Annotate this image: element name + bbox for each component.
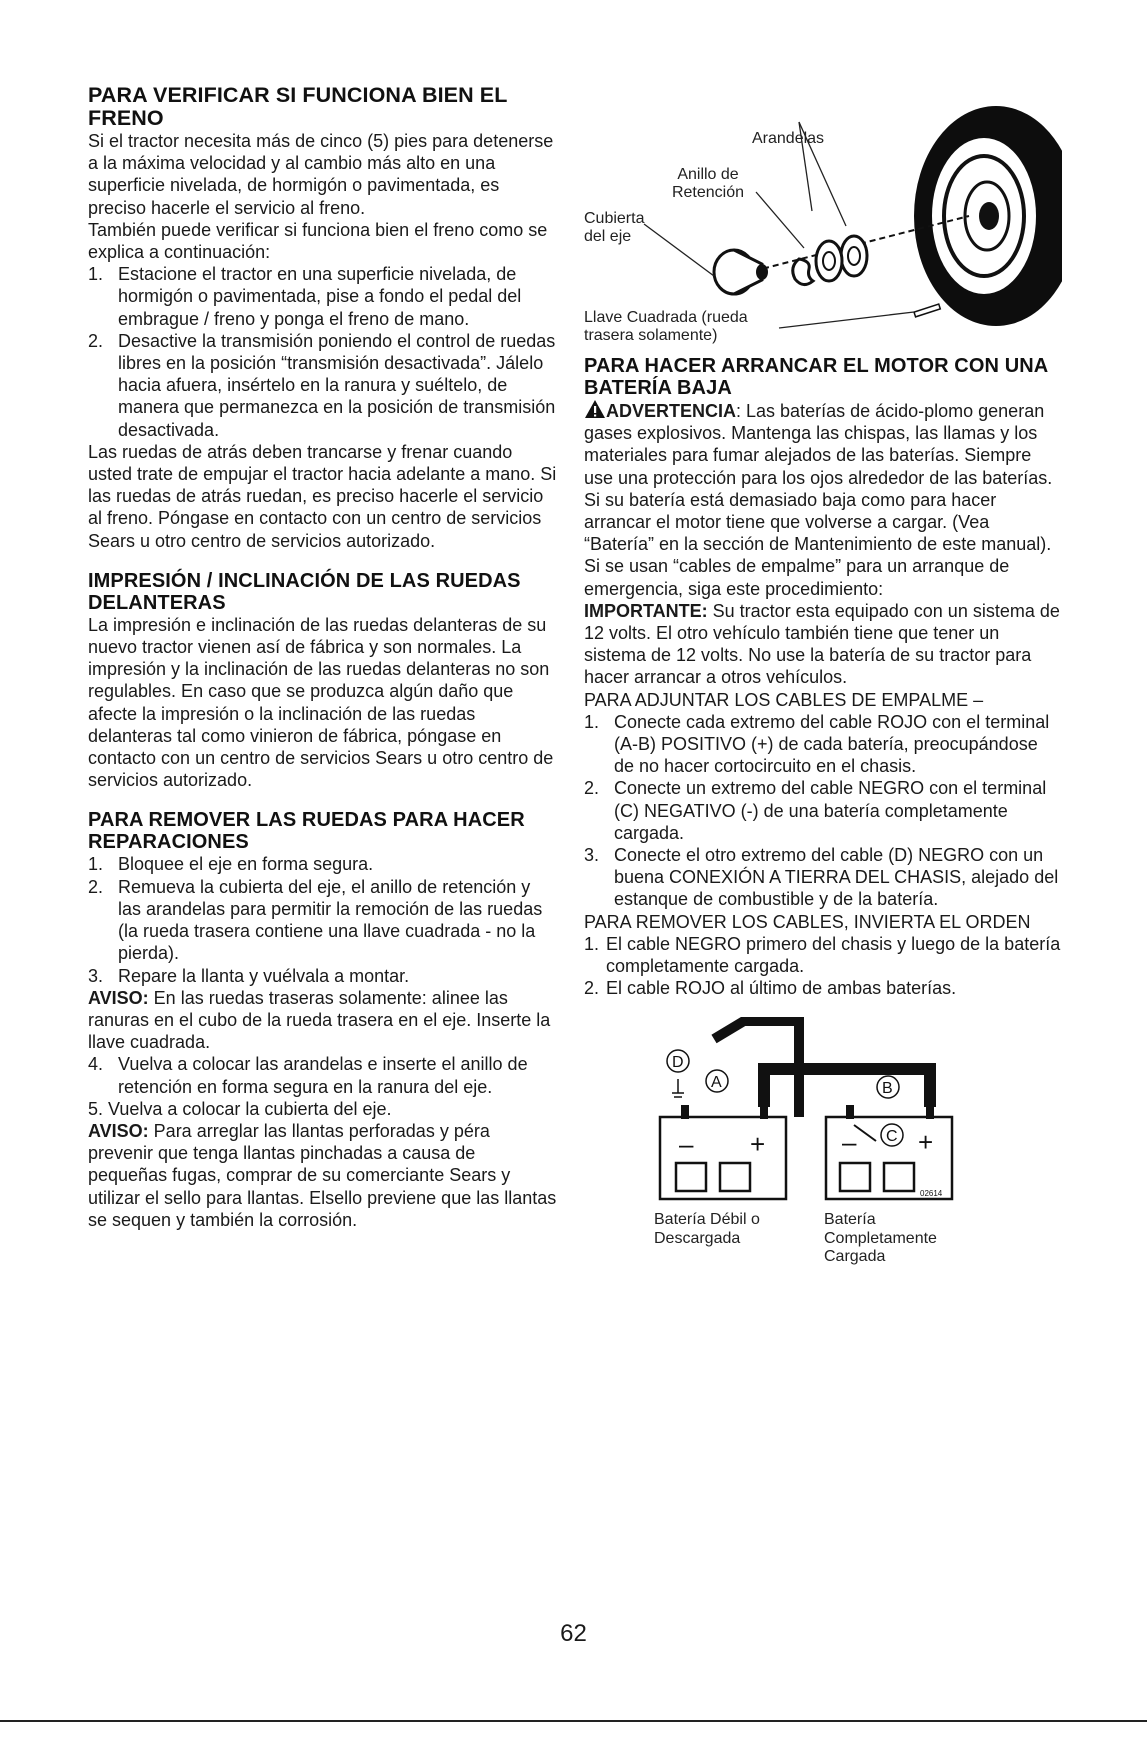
black-cable	[714, 1021, 799, 1069]
aviso-label: AVISO:	[88, 1120, 149, 1141]
remove-steps-list	[584, 933, 1062, 1000]
brake-paragraph-3: Las ruedas de atrás deben trancarse y frenar cuando usted trate de empujar el tractor hacia adelante a mano. Si las ruedas de atrás ruedan, es preciso hacerle el servicio al freno. Póngase en contacto con un centro de servicios Sears u otro centro de servicios autorizado.	[88, 441, 557, 551]
brake-paragraph-1: Si el tractor necesita más de cinco (5) pies para detenerse a la máxima velocidad y al cambio más alto en una superficie nivelada, de hormigón o pavimentada, es preciso hacerle el servicio al freno.	[88, 131, 554, 218]
attach-title: PARA ADJUNTAR LOS CABLES DE EMPALME –	[584, 689, 984, 710]
list-number: 2.	[584, 778, 600, 799]
list-text: Estacione el tractor en una superficie nivelada, de hormigón o pavimentada, pise a fondo el pedal del embrague / freno y ponga el freno de mano.	[118, 264, 522, 329]
toe-paragraph: La impresión e inclinación de las ruedas delanteras de su nuevo tractor vienen así de fábrica y son normales. La impresión y la inclinación de las ruedas delanteras no son regulables. En caso que se produzca algún daño que afecte la impresión o la inclinación de las ruedas delanteras tal como vinieron de fábrica, póngase en contacto con un centro de servicios Sears u otro centro de servicios autorizado.	[88, 614, 554, 791]
list-item	[88, 263, 558, 330]
label-c: C	[886, 1128, 898, 1146]
list-number: 1.	[584, 933, 600, 954]
brake-steps-list	[88, 263, 558, 441]
list-number: 3.	[584, 845, 600, 866]
bottom-rule	[0, 1720, 1147, 1722]
remove-title: PARA REMOVER LOS CABLES, INVIERTA EL ORDEN	[584, 911, 1031, 932]
aviso-paragraph-2	[88, 1120, 558, 1231]
toe-section-title: IMPRESIÓN / INCLINACIÓN DE LAS RUEDAS DELANTERAS	[88, 569, 521, 614]
list-item	[88, 965, 558, 987]
list-text: Conecte cada extremo del cable ROJO con el terminal (A-B) POSITIVO (+) de cada batería, preocupándose de no hacer cortocircuito en el chasis.	[614, 711, 1050, 777]
attach-steps-list	[584, 711, 1062, 911]
list-number: 1.	[584, 711, 600, 732]
list-number: 2.	[584, 978, 600, 999]
aviso-text: Para arreglar las llantas perforadas y péra prevenir que tenga llantas pinchadas a causa de pequeñas fugas, comprar de su comerciante Sears y utilizar el sello para llantas. Elsello previene que las llantas se sequen y también la corrosión.	[88, 1120, 557, 1230]
jump-paragraph: Si se usan “cables de empalme” para un arranque de emergencia, siga este procedimiento:	[584, 556, 1010, 599]
list-number: 1.	[88, 264, 104, 285]
list-text: Desactive la transmisión poniendo el control de ruedas libres en la posición “transmisión desactivada”. Jálelo hacia afuera, insértelo en la ranura y suéltelo, de manera que permanezca en la posición de transmisión desactivada.	[118, 330, 556, 440]
svg-text:+: +	[918, 1127, 934, 1158]
battery-figure	[584, 1017, 1062, 1266]
aviso-text: En las ruedas traseras solamente: alinee las ranuras en el cubo de la rueda trasera en el eje. Inserte la llave cuadrada.	[88, 987, 551, 1053]
list-text: Conecte el otro extremo del cable (D) NEGRO con un buena CONEXIÓN A TIERRA DEL CHASIS, alejado del estanque de combustible y de la batería.	[614, 845, 1059, 910]
figure-code: 02614	[920, 1189, 943, 1199]
list-number: 2.	[88, 330, 104, 351]
label-anillo: Anillo de Retención	[671, 166, 745, 201]
list-text: El cable ROJO al último de ambas baterías.	[606, 978, 957, 999]
right-column	[584, 76, 1062, 1266]
list-text: Conecte un extremo del cable NEGRO con el terminal (C) NEGATIVO (-) de una batería completamente cargada.	[614, 778, 1047, 843]
wheel-section-title: PARA REMOVER LAS RUEDAS PARA HACER REPARACIONES	[88, 809, 525, 854]
list-number: 2.	[88, 876, 104, 897]
label-cubierta: Cubierta del eje	[584, 210, 645, 245]
label-d: D	[672, 1054, 684, 1072]
wheel-steps-list-b	[88, 1053, 558, 1097]
aviso-label: AVISO:	[88, 987, 149, 1008]
list-text: Bloquee el eje en forma segura.	[118, 854, 374, 875]
brake-section-title: PARA VERIFICAR SI FUNCIONA BIEN EL FRENO	[88, 83, 508, 130]
list-number: 1.	[88, 854, 104, 875]
warning-text: : Las baterías de ácido-plomo generan gases explosivos. Mantenga las chispas, las llamas y los materiales para fumar alejados de las baterías. Siempre use una protección para los ojos alrededor de las baterías. Si su batería está demasiado baja como para hacer arrancar el motor tiene que volverse a cargar. (Vea “Batería” en la sección de Mantenimiento de este manual).	[584, 401, 1053, 555]
list-item	[88, 853, 558, 875]
svg-text:–: –	[842, 1127, 857, 1158]
red-cable	[764, 1069, 930, 1107]
battery-section-title: PARA HACER ARRANCAR EL MOTOR CON UNA BATERÍA BAJA	[584, 355, 1048, 399]
label-llave: Llave Cuadrada (rueda trasera solamente)	[584, 309, 748, 344]
list-item	[584, 777, 1062, 844]
caption-weak-battery: Batería Débil o Descargada	[654, 1211, 760, 1247]
important-paragraph	[584, 600, 1062, 689]
list-item	[88, 876, 558, 965]
list-number: 4.	[88, 1054, 104, 1075]
list-item	[88, 1053, 558, 1097]
label-b: B	[882, 1080, 893, 1098]
list-item	[584, 977, 1062, 999]
list-text: Repare la llanta y vuélvala a montar.	[118, 965, 410, 986]
warning-label: ADVERTENCIA	[606, 401, 737, 421]
list-item	[584, 711, 1062, 778]
svg-text:–: –	[679, 1129, 694, 1160]
battery-diagram	[584, 1017, 1062, 1217]
wheel-figure	[584, 76, 1062, 351]
warning-icon	[584, 399, 606, 419]
list-text: El cable NEGRO primero del chasis y luego de la batería completamente cargada.	[606, 933, 1061, 977]
label-a: A	[711, 1074, 722, 1092]
wheel-steps-list	[88, 853, 558, 986]
brake-paragraph-2: También puede verificar si funciona bien el freno como se explica a continuación:	[88, 219, 548, 263]
list-number: 3.	[88, 965, 104, 986]
caption-charged-battery: Batería Completamente Cargada	[824, 1211, 937, 1266]
list-item	[584, 844, 1062, 911]
warning-paragraph	[584, 399, 1062, 555]
important-text: Su tractor esta equipado con un sistema de 12 volts. El otro vehículo también tiene que tener un sistema de 12 volts. No use la batería de su tractor para hacer arrancar a otros vehículos.	[584, 600, 1060, 688]
page-number: 62	[560, 1620, 587, 1647]
list-text: Remueva la cubierta del eje, el anillo de retención y las arandelas para permitir la remoción de las ruedas (la rueda trasera contiene una llave cuadrada - no la pierda).	[118, 876, 543, 964]
list-item	[88, 330, 558, 441]
left-column	[88, 84, 558, 1231]
list-text: Vuelva a colocar las arandelas e inserte el anillo de retención en forma segura en la ranura del eje.	[118, 1054, 528, 1097]
step-5: 5. Vuelva a colocar la cubierta del eje.	[88, 1098, 392, 1119]
list-item	[584, 933, 1062, 977]
label-arandelas: Arandelas	[752, 130, 825, 147]
important-label: IMPORTANTE:	[584, 600, 708, 621]
svg-text:+: +	[750, 1129, 766, 1160]
aviso-paragraph-1	[88, 987, 558, 1054]
